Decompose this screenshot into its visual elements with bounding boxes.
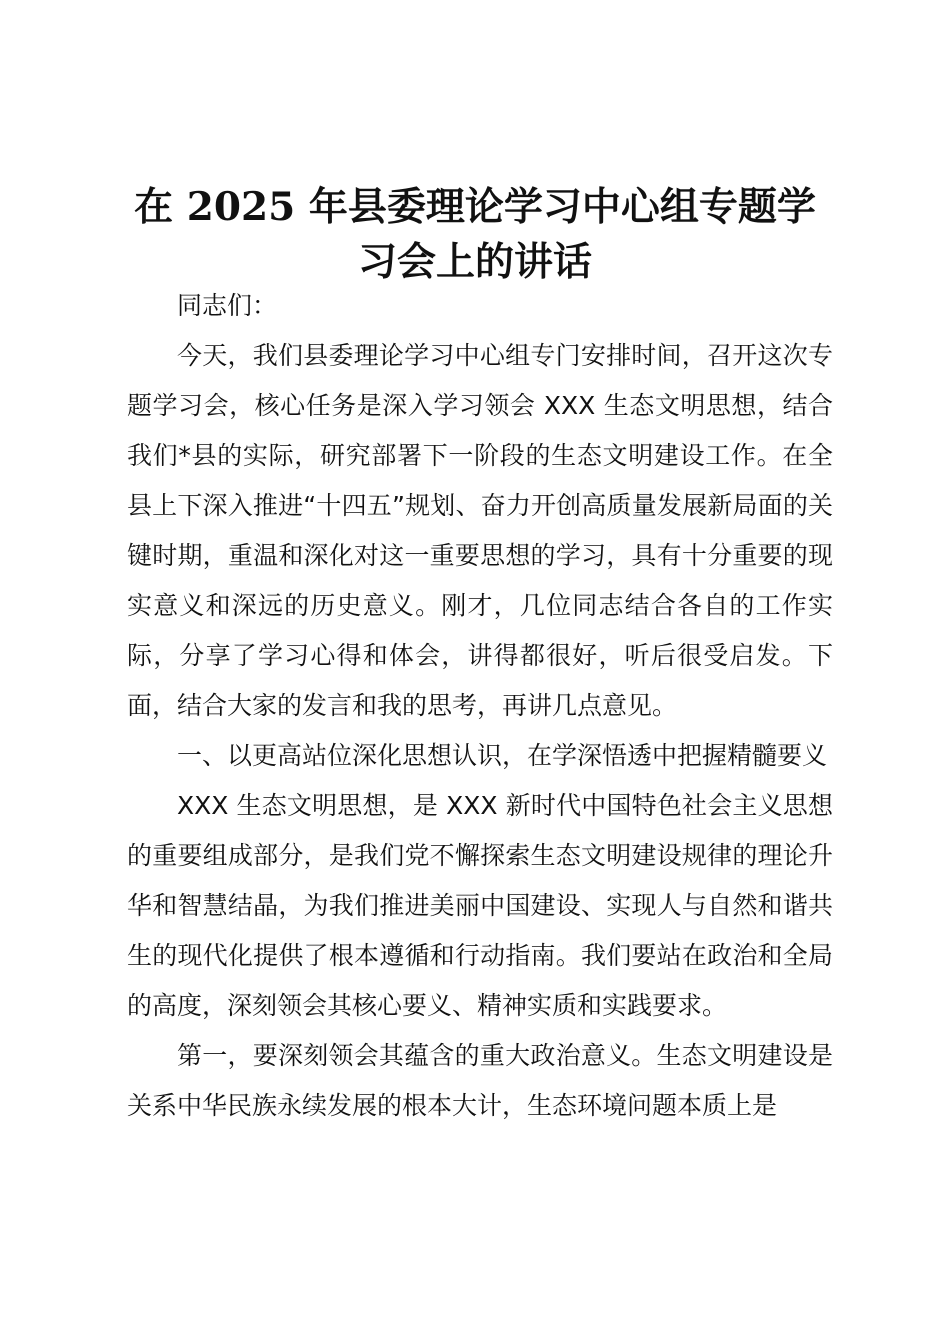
document-title — [120, 180, 830, 290]
document-body — [127, 281, 833, 1131]
title-line-2: 习会上的讲话 — [357, 239, 592, 285]
paragraph-section-1: XXX 生态文明思想，是 XXX 新时代中国特色社会主义思想的重要组成部分，是我们党不懈探索生态文明建设规律的理论升华和智慧结晶，为我们推进美丽中国建设、实现人与自然和谐共生的现代化提供了根本遵循和行动指南。我们要站在政治和全局的高度，深刻领会其核心要义、精神实质和实践要求。 — [127, 791, 833, 1020]
title-line-1: 在 2025 年县委理论学习中心组专题学 — [134, 184, 816, 230]
paragraph-point-1: 第一，要深刻领会其蕴含的重大政治意义。生态文明建设是关系中华民族永续发展的根本大计，生态环境问题本质上是 — [127, 1041, 833, 1120]
section-heading-1: 一、以更高站位深化思想认识，在学深悟透中把握精髓要义 — [177, 741, 828, 770]
greeting: 同志们： — [177, 291, 278, 320]
paragraph-intro: 今天，我们县委理论学习中心组专门安排时间，召开这次专题学习会，核心任务是深入学习领会 XXX 生态文明思想，结合我们*县的实际，研究部署下一阶段的生态文明建设工作。在全县上下深入推进“十四五”规划、奋力开创高质量发展新局面的关键时期，重温和深化对这一重要思想的学习，具有十分重要的现实意义和深远的历史意义。刚才，几位同志结合各自的工作实际，分享了学习心得和体会，讲得都很好，听后很受启发。下面，结合大家的发言和我的思考，再讲几点意见。 — [127, 341, 833, 720]
